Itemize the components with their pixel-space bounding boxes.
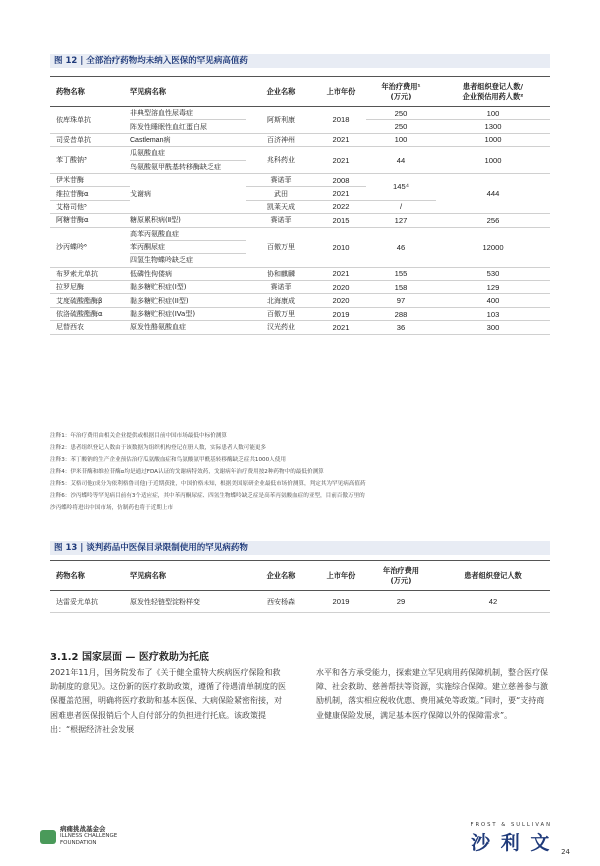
table-row [50,173,550,186]
body-paragraph-right: 水平和各方承受能力，探索建立罕见病用药保障机制，整合医疗保障、社会救助、慈善帮扶等资源，实施综合保障。建立慈善参与激励机制，落实相应税收优惠、费用减免等政策。”同时，要“支持商业健康保险发展，满足基本医疗保障以外的保障需求”。 [316,668,548,720]
foundation-name-en-1: ILLNESS CHALLENGE [60,833,118,839]
company-name: 汉光药业 [246,321,316,334]
launch-year: 2022 [316,200,366,213]
foundation-name-cn: 病痛挑战基金会 [60,825,106,833]
company-name: 武田 [246,187,316,200]
header-cost: 年治疗费用¹ (万元) [366,77,436,107]
disease-name: 苯丙酮尿症 [130,240,246,253]
figure-13-title: 图 13 | 谈判药品中医保目录限制使用的罕见病药物 [50,541,550,555]
annual-cost: 100 [366,133,436,146]
annual-cost: 250 [366,120,436,133]
disease-name: 低磷性佝偻病 [130,267,246,280]
disease-name: 非典型溶血性尿毒症 [130,107,246,120]
header-year: 上市年份 [316,77,366,107]
launch-year: 2010 [316,227,366,267]
launch-year: 2020 [316,294,366,307]
foundation-logo-icon [40,830,56,844]
patient-count: 103 [436,307,550,320]
drug-name: 尼替西农 [50,321,130,334]
header-drug: 药物名称 [50,77,130,107]
annual-cost: 44 [366,147,436,174]
table-header-row [50,77,550,107]
company-name: 百济神州 [246,133,316,146]
note-4: 注释4：伊米苷酶和维拉苷酶α均是通过FDA认证的戈谢病特效药，戈谢病年治疗费用按2种药物中的最低价测算 [50,469,324,475]
drug-name: 达雷妥尤单抗 [50,591,130,613]
frost-sullivan-logo [470,822,552,855]
annual-cost: 46 [366,227,436,267]
company-name: 赛诺菲 [246,214,316,227]
table-row [50,281,550,294]
annual-cost: 97 [366,294,436,307]
patient-count: 300 [436,321,550,334]
launch-year: 2008 [316,173,366,186]
company-name: 百傲万里 [246,307,316,320]
table-row [50,307,550,320]
header-disease: 罕见病名称 [130,77,246,107]
table-row [50,214,550,227]
patient-count: 1000 [436,133,550,146]
disease-name: 高苯丙氨酸血症 [130,227,246,240]
annual-cost: 29 [366,591,436,613]
company-name: 百傲万里 [246,227,316,267]
table-notes [50,430,550,514]
table-row [50,107,550,120]
annual-cost: 127 [366,214,436,227]
patient-count: 530 [436,267,550,280]
drug-name: 艾度硫酸酯酶β [50,294,130,307]
disease-name: 鸟氨酸氨甲酰基转移酶缺乏症 [130,160,246,173]
drug-name: 苯丁酸钠³ [50,147,130,174]
header-cost: 年治疗费用 (万元) [366,561,436,591]
drug-name: 司妥昔单抗 [50,133,130,146]
patient-count: 129 [436,281,550,294]
table-row [50,321,550,334]
foundation-name-en-2: FOUNDATION [60,840,97,846]
note-6-cont: 沙丙蝶呤将进出中国市场，仿制药也将于近期上市 [50,505,174,511]
rare-disease-drug-table [50,76,550,335]
header-company: 企业名称 [246,561,316,591]
annual-cost: 158 [366,281,436,294]
body-paragraph-left: 2021年11月，国务院发布了《关于健全重特大疾病医疗保险和救助制度的意见》。这份新的医疗救助政策，遵循了待遇清单制度的医保覆盖范围，明确将医疗救助和基本医保、大病保险紧密衔接，对困难患者医保报销后个人自付部分的负担进行托底。该政策提出：“根据经济社会发展 [50,668,286,734]
note-3: 注释3：苯丁酸钠的生产企业预估治疗瓜氨酸血症和鸟氨酸氨甲酰基转移酶缺乏症共1000人使用 [50,457,286,463]
disease-name: 糖原累积病(Ⅱ型) [130,214,246,227]
note-1: 注释1：年治疗费用由相关企业提供或根据目前中国市场最低中标价测算 [50,433,227,439]
table-row [50,267,550,280]
disease-name: 戈谢病 [130,173,246,213]
page-number: 24 [561,848,570,856]
header-drug: 药物名称 [50,561,130,591]
table-row [50,294,550,307]
note-2: 注释2：患者组织登记人数由于该数据为组织机构登记在册人数，实际患者人数可能更多 [50,445,267,451]
frost-sullivan-cn: 沙 利 文 [471,832,552,854]
frost-sullivan-en: FROST & SULLIVAN [470,822,552,828]
launch-year: 2015 [316,214,366,227]
drug-name: 布罗索尤单抗 [50,267,130,280]
launch-year: 2021 [316,321,366,334]
company-name: 赛诺菲 [246,281,316,294]
disease-name: 原发性轻链型淀粉样变 [130,591,246,613]
patient-count: 400 [436,294,550,307]
disease-name: 黏多糖贮积症(IVa型) [130,307,246,320]
company-name: 赛诺菲 [246,173,316,186]
disease-name: 瓜氨酸血症 [130,147,246,160]
disease-name: 阵发性睡眠性血红蛋白尿 [130,120,246,133]
disease-name: 黏多糖贮积症(I型) [130,281,246,294]
restricted-drug-table [50,560,550,613]
header-patients: 患者组织登记人数 [436,561,550,591]
drug-name: 拉罗尼酶 [50,281,130,294]
table-row [50,591,550,613]
company-name: 北海康成 [246,294,316,307]
table-header-row [50,561,550,591]
header-patients: 患者组织登记人数/ 企业预估用药人数² [436,77,550,107]
patient-count: 444 [436,173,550,213]
patient-count: 1300 [436,120,550,133]
table-row [50,133,550,146]
launch-year: 2021 [316,133,366,146]
drug-name: 依库珠单抗 [50,107,130,134]
annual-cost: 145⁴ [366,173,436,200]
table-row [50,227,550,240]
disease-name: 四氢生物蝶呤缺乏症 [130,254,246,267]
patient-count: 1000 [436,147,550,174]
disease-name: 黏多糖贮积症(II型) [130,294,246,307]
annual-cost: 288 [366,307,436,320]
annual-cost: 36 [366,321,436,334]
patient-count: 256 [436,214,550,227]
company-name: 兆科药业 [246,147,316,174]
header-company: 企业名称 [246,77,316,107]
launch-year: 2019 [316,307,366,320]
company-name: 协和麒麟 [246,267,316,280]
annual-cost: 155 [366,267,436,280]
patient-count: 42 [436,591,550,613]
patient-count: 12000 [436,227,550,267]
launch-year: 2021 [316,187,366,200]
company-name: 阿斯利康 [246,107,316,134]
note-6: 注释6：沙丙蝶呤等罕见病目前有3个适应症，其中苯丙酮尿症、四氢生物蝶呤缺乏症是高苯丙氨酸血症的亚型，目前百傲万里的 [50,493,365,499]
illness-challenge-logo [40,826,117,847]
header-year: 上市年份 [316,561,366,591]
disease-name: 原发性酪氨酸血症 [130,321,246,334]
company-name: 西安杨森 [246,591,316,613]
figure-12-title: 图 12 | 全部治疗药物均未纳入医保的罕见病高值药 [50,54,550,68]
launch-year: 2019 [316,591,366,613]
launch-year: 2020 [316,281,366,294]
patient-count: 100 [436,107,550,120]
launch-year: 2021 [316,147,366,174]
drug-name: 伊米苷酶 [50,173,130,186]
section-heading: 3.1.2 国家层面 — 医疗救助为托底 [50,652,209,663]
note-5: 注释5：艾格司他(成分为依利格鲁司他)于近期获批，中国价格未知，根据美国原研企业最低市场价测算，判定其为罕见病高值药 [50,481,366,487]
header-disease: 罕见病名称 [130,561,246,591]
drug-name: 沙丙蝶呤⁶ [50,227,130,267]
launch-year: 2021 [316,267,366,280]
disease-name: Castleman病 [130,133,246,146]
annual-cost: 250 [366,107,436,120]
drug-name: 依洛硫酸酯酶α [50,307,130,320]
table-row [50,147,550,160]
drug-name: 阿糖苷酶α [50,214,130,227]
annual-cost: / [366,200,436,213]
launch-year: 2018 [316,107,366,134]
company-name: 凯莱天成 [246,200,316,213]
drug-name: 维拉苷酶α [50,187,130,200]
drug-name: 艾格司他⁵ [50,200,130,213]
